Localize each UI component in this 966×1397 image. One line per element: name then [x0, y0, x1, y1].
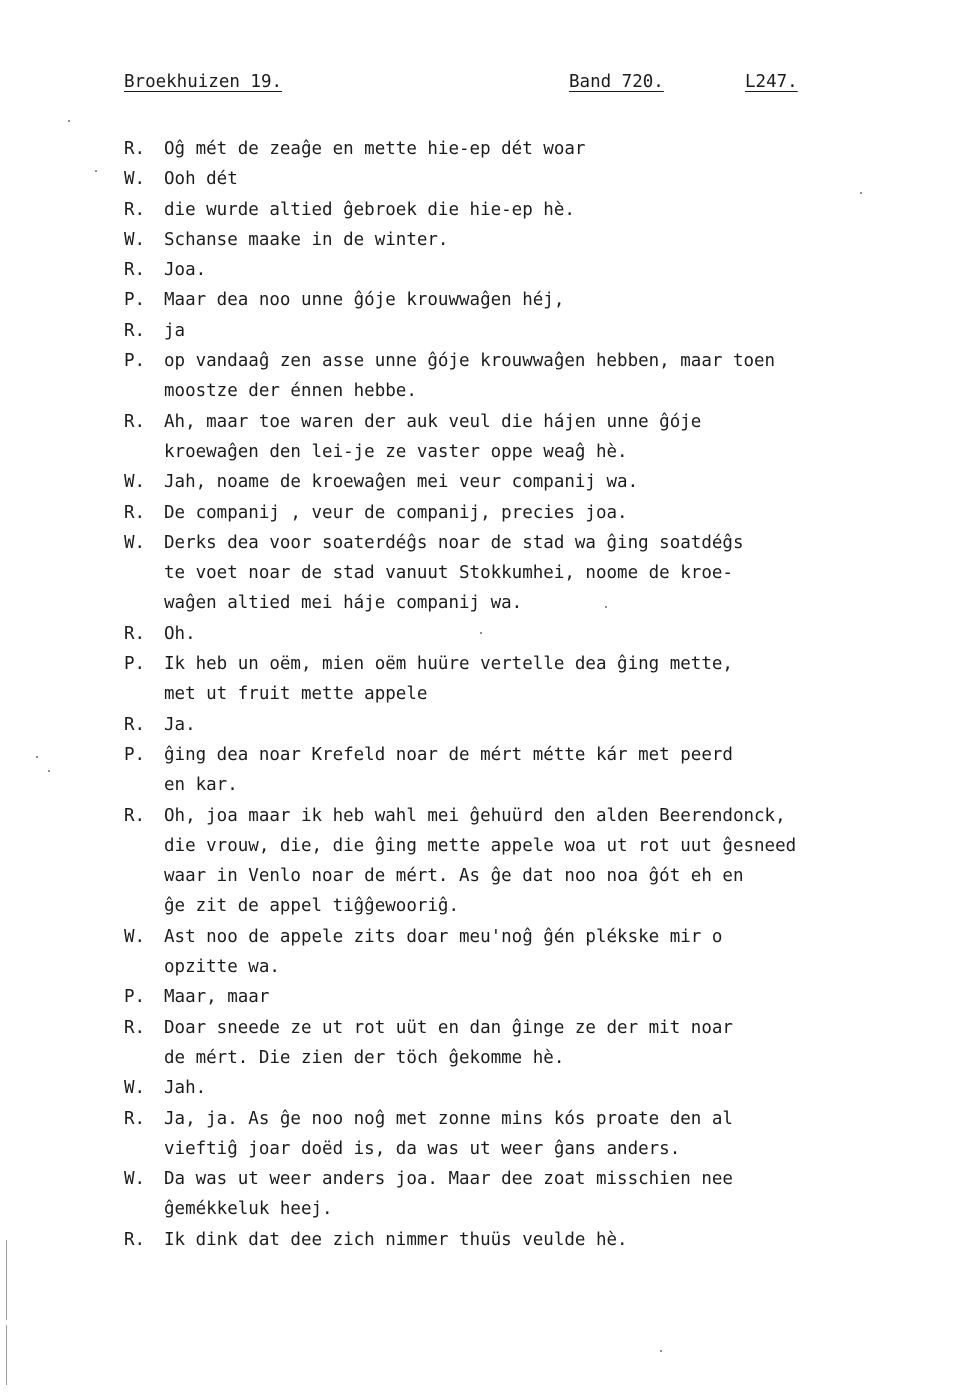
utterance — [164, 285, 924, 315]
utterance — [164, 922, 924, 983]
speaker-label: R. — [124, 805, 146, 826]
utterance — [164, 528, 924, 619]
utterance — [164, 225, 924, 255]
dialogue-turn — [124, 134, 924, 164]
speaker-label: P. — [124, 654, 146, 675]
transcript-dialogue — [124, 134, 924, 1255]
utterance-line: Ast noo de appele zits doar meu'noĝ ĝén plékske mir o — [164, 926, 723, 947]
utterance-line: de mért. Die zien der töch ĝekomme hè. — [164, 1047, 565, 1068]
dialogue-turn — [124, 801, 924, 922]
dialogue-turn — [124, 346, 924, 407]
utterance-line: Ja, ja. As ĝe noo noĝ met zonne mins kós proate den al — [164, 1108, 733, 1129]
utterance-line: Oh, joa maar ik heb wahl mei ĝehuürd den alden Beerendonck, — [164, 805, 786, 826]
dialogue-turn — [124, 1104, 924, 1165]
dialogue-turn — [124, 1073, 924, 1103]
speaker-label: R. — [124, 260, 146, 281]
dialogue-turn — [124, 619, 924, 649]
utterance-line: ĝemékkeluk heej. — [164, 1199, 333, 1220]
speaker-label: R. — [124, 1229, 146, 1250]
utterance-line: met ut fruit mette appele — [164, 684, 428, 705]
speaker-label: R. — [124, 139, 146, 159]
utterance-line: Ah, maar toe waren der auk veul die hájen unne ĝóje — [164, 411, 702, 432]
dialogue-turn — [124, 316, 924, 346]
dialogue-turn — [124, 255, 924, 285]
page-header — [124, 72, 824, 102]
dialogue-turn — [124, 922, 924, 983]
dialogue-turn — [124, 1164, 924, 1225]
utterance — [164, 1164, 924, 1225]
speaker-label: R. — [124, 411, 146, 432]
scan-margin-mark — [6, 1325, 7, 1385]
dialogue-turn — [124, 1225, 924, 1255]
dialogue-turn — [124, 164, 924, 194]
header-location: Broekhuizen 19. — [124, 72, 283, 92]
speaker-label: W. — [124, 1078, 146, 1099]
utterance — [164, 134, 924, 164]
speaker-label: R. — [124, 320, 146, 341]
speaker-label: R. — [124, 1017, 146, 1038]
utterance — [164, 801, 924, 922]
scan-speck — [36, 756, 38, 758]
speaker-label: R. — [124, 623, 146, 644]
utterance-line: waar in Venlo noar de mért. As ĝe dat noo noa ĝót eh en — [164, 866, 744, 887]
utterance-line: ĝe zit de appel tiĝĝewooriĝ. — [164, 896, 460, 917]
utterance-line: moostze der énnen hebbe. — [164, 381, 417, 402]
scan-speck — [660, 1350, 662, 1352]
scan-speck — [480, 632, 482, 634]
utterance-line: Ja. — [164, 714, 196, 735]
utterance-line: Da was ut weer anders joa. Maar dee zoat misschien nee — [164, 1169, 733, 1190]
utterance — [164, 740, 924, 801]
dialogue-turn — [124, 285, 924, 315]
utterance-line: Ik heb un oëm, mien oëm huüre vertelle dea ĝing mette, — [164, 654, 733, 675]
dialogue-turn — [124, 225, 924, 255]
speaker-label: R. — [124, 199, 146, 220]
utterance — [164, 982, 924, 1012]
utterance-line: vieftiĝ joar doëd is, da was ut weer ĝans anders. — [164, 1138, 681, 1159]
speaker-label: W. — [124, 532, 146, 553]
speaker-label: P. — [124, 290, 146, 311]
utterance — [164, 316, 924, 346]
utterance-line: Maar dea noo unne ĝóje krouwwaĝen héj, — [164, 290, 565, 311]
utterance — [164, 1073, 924, 1103]
utterance-line: Jah. — [164, 1078, 207, 1099]
utterance — [164, 1104, 924, 1165]
utterance-line: ĝing dea noar Krefeld noar de mért métte kár met peerd — [164, 744, 733, 765]
utterance-line: Jah, noame de kroewaĝen mei veur companij wa. — [164, 472, 639, 493]
dialogue-turn — [124, 195, 924, 225]
speaker-label: R. — [124, 502, 146, 523]
scan-speck — [860, 192, 862, 194]
dialogue-turn — [124, 740, 924, 801]
scan-margin-mark — [6, 1240, 7, 1320]
utterance-line: Ooh dét — [164, 169, 238, 190]
utterance-line: waĝen altied mei háje companij wa. — [164, 593, 523, 614]
utterance-line: die wurde altied ĝebroek die hie-ep hè. — [164, 199, 575, 220]
scan-speck — [68, 120, 70, 122]
dialogue-turn — [124, 982, 924, 1012]
utterance — [164, 407, 924, 468]
utterance — [164, 255, 924, 285]
utterance-line: Maar, maar — [164, 987, 270, 1008]
utterance-line: Doar sneede ze ut rot uüt en dan ĝinge ze der mit noar — [164, 1017, 733, 1038]
utterance — [164, 1225, 924, 1255]
speaker-label: R. — [124, 1108, 146, 1129]
dialogue-turn — [124, 1013, 924, 1074]
utterance-line: Joa. — [164, 260, 207, 281]
dialogue-turn — [124, 528, 924, 619]
speaker-label: P. — [124, 351, 146, 372]
utterance-line: en kar. — [164, 775, 238, 796]
speaker-label: W. — [124, 1169, 146, 1190]
utterance — [164, 467, 924, 497]
utterance — [164, 346, 924, 407]
speaker-label: W. — [124, 169, 146, 190]
utterance-line: kroewaĝen den lei-je ze vaster oppe weaĝ hè. — [164, 441, 628, 462]
dialogue-turn — [124, 407, 924, 468]
scan-speck — [95, 170, 97, 172]
utterance — [164, 710, 924, 740]
header-band: Band 720. — [569, 72, 664, 92]
utterance-line: De companij , veur de companij, precies joa. — [164, 502, 628, 523]
scan-speck — [605, 606, 607, 608]
dialogue-turn — [124, 498, 924, 528]
speaker-label: W. — [124, 229, 146, 250]
utterance — [164, 619, 924, 649]
speaker-label: W. — [124, 472, 146, 493]
header-code: L247. — [745, 72, 798, 92]
utterance — [164, 164, 924, 194]
utterance-line: die vrouw, die, die ĝing mette appele woa ut rot uut ĝesneed — [164, 835, 797, 856]
utterance — [164, 195, 924, 225]
utterance-line: op vandaaĝ zen asse unne ĝóje krouwwaĝen hebben, maar toen — [164, 351, 776, 372]
speaker-label: W. — [124, 926, 146, 947]
utterance-line: Derks dea voor soaterdéĝs noar de stad wa ĝing soatdéĝs — [164, 532, 744, 553]
utterance-line: te voet noar de stad vanuut Stokkumhei, noome de kroe- — [164, 563, 733, 584]
dialogue-turn — [124, 467, 924, 497]
utterance-line: ja — [164, 320, 186, 341]
utterance-line: Schanse maake in de winter. — [164, 229, 449, 250]
scan-speck — [48, 770, 50, 772]
speaker-label: P. — [124, 744, 146, 765]
utterance-line: Ik dink dat dee zich nimmer thuüs veulde hè. — [164, 1229, 628, 1250]
utterance-line: Oĝ mét de zeaĝe en mette hie-ep dét woar — [164, 139, 586, 159]
utterance-line: Oh. — [164, 623, 196, 644]
utterance-line: opzitte wa. — [164, 957, 280, 978]
dialogue-turn — [124, 710, 924, 740]
utterance — [164, 1013, 924, 1074]
dialogue-turn — [124, 649, 924, 710]
utterance — [164, 649, 924, 710]
speaker-label: P. — [124, 987, 146, 1008]
speaker-label: R. — [124, 714, 146, 735]
utterance — [164, 498, 924, 528]
